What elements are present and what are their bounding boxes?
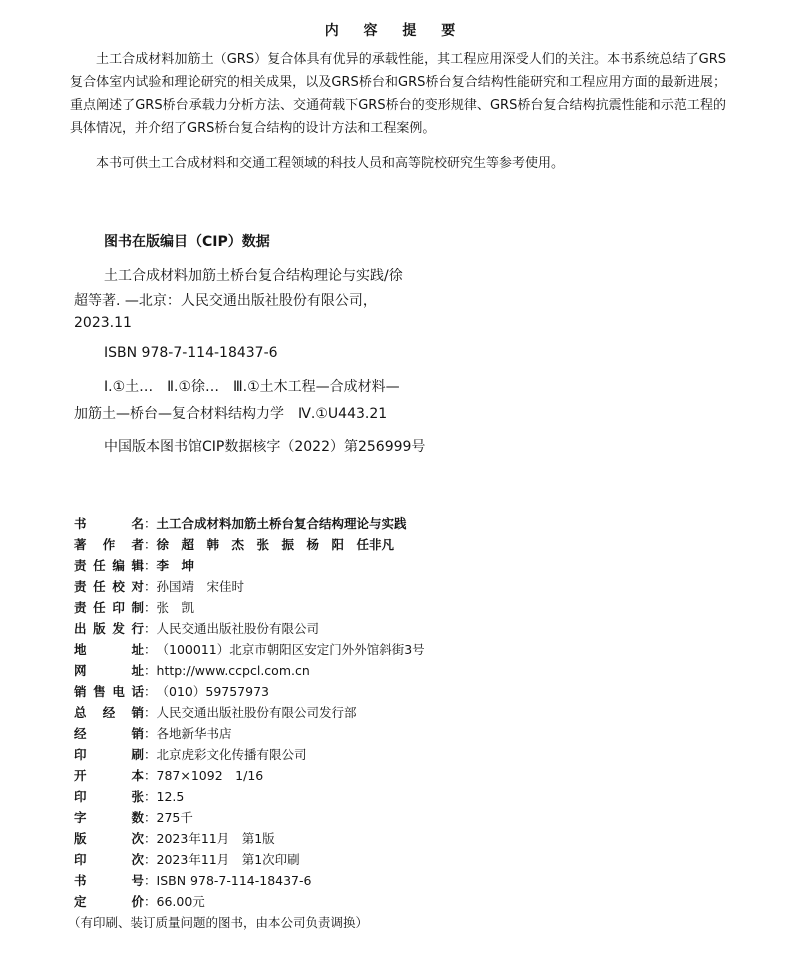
info-value: 12.5: [156, 789, 185, 804]
info-value: （010）59757973: [156, 684, 269, 699]
cip-line-3: 2023.11: [74, 315, 132, 331]
info-value: 2023年11月 第1版: [156, 831, 275, 846]
cip-heading: 图书在版编目（CIP）数据: [104, 234, 270, 250]
info-row-printer: 印刷：北京虎彩文化传播有限公司: [74, 744, 307, 765]
info-row-impression: 印次：2023年11月 第1次印刷: [74, 849, 300, 870]
info-value: ISBN 978-7-114-18437-6: [156, 873, 312, 888]
info-row-title: 书名：土工合成材料加筋土桥台复合结构理论与实践: [74, 513, 407, 534]
info-row-address: 地址：（100011）北京市朝阳区安定门外外馆斜街3号: [74, 639, 425, 660]
info-row-website: 网址：http://www.ccpcl.com.cn: [74, 660, 310, 681]
info-value: （100011）北京市朝阳区安定门外外馆斜街3号: [156, 642, 425, 657]
info-label: 责任印制: [74, 600, 144, 615]
info-value: 人民交通出版社股份有限公司: [156, 621, 320, 636]
info-row-price: 定价：66.00元: [74, 891, 205, 912]
info-label: 书号: [74, 873, 144, 888]
cip-line-2: 超等著. —北京：人民交通出版社股份有限公司，: [74, 293, 377, 309]
info-label: 总经销: [74, 705, 144, 720]
info-row-sales-phone: 销售电话：（010）59757973: [74, 681, 269, 702]
info-value: 北京虎彩文化传播有限公司: [156, 747, 307, 762]
summary-paragraph-2: 本书可供土工合成材料和交通工程领域的科技人员和高等院校研究生等参考使用。: [96, 156, 565, 171]
info-value: 各地新华书店: [156, 726, 232, 741]
info-row-authors: 著作者：徐 超 韩 杰 张 振 杨 阳 任非凡: [74, 534, 394, 555]
info-row-format: 开本：787×1092 1/16: [74, 765, 263, 786]
info-label: 出版发行: [74, 621, 144, 636]
cip-line-5: Ⅰ.①土… Ⅱ.①徐… Ⅲ.①土木工程—合成材料—: [104, 379, 400, 395]
info-value: 275千: [156, 810, 193, 825]
info-value: 土工合成材料加筋土桥台复合结构理论与实践: [156, 516, 407, 531]
info-value: 2023年11月 第1次印刷: [156, 852, 300, 867]
info-label: 著作者: [74, 537, 144, 552]
info-label: 印张: [74, 789, 144, 804]
info-value: 孙国靖 宋佳时: [156, 579, 245, 594]
info-label: 开本: [74, 768, 144, 783]
info-label: 版次: [74, 831, 144, 846]
info-label: 责任编辑: [74, 558, 144, 573]
info-row-publisher: 出版发行：人民交通出版社股份有限公司: [74, 618, 319, 639]
info-value: 徐 超 韩 杰 张 振 杨 阳 任非凡: [156, 537, 395, 552]
info-value: 张 凯: [156, 600, 195, 615]
info-row-printing-supervisor: 责任印制：张 凯: [74, 597, 194, 618]
summary-title: 内 容 提 要: [324, 23, 466, 39]
info-label: 责任校对: [74, 579, 144, 594]
info-row-retailer: 经销：各地新华书店: [74, 723, 232, 744]
info-value: 人民交通出版社股份有限公司发行部: [156, 705, 357, 720]
info-row-isbn: 书号：ISBN 978-7-114-18437-6: [74, 870, 311, 891]
info-row-edition: 版次：2023年11月 第1版: [74, 828, 275, 849]
info-row-distributor: 总经销：人民交通出版社股份有限公司发行部: [74, 702, 357, 723]
info-label: 印次: [74, 852, 144, 867]
cip-isbn: ISBN 978-7-114-18437-6: [104, 345, 278, 361]
info-value: 李 坤: [156, 558, 195, 573]
info-label: 字数: [74, 810, 144, 825]
info-value: http://www.ccpcl.com.cn: [156, 663, 310, 678]
info-label: 地址: [74, 642, 144, 657]
info-value: 66.00元: [156, 894, 205, 909]
info-label: 经销: [74, 726, 144, 741]
info-label: 印刷: [74, 747, 144, 762]
info-label: 网址: [74, 663, 144, 678]
info-row-proofreader: 责任校对：孙国靖 宋佳时: [74, 576, 244, 597]
info-label: 销售电话: [74, 684, 144, 699]
summary-paragraph-1: 土工合成材料加筋土（GRS）复合体具有优异的承载性能，其工程应用深受人们的关注。本书系统总结了GRS复合体室内试验和理论研究的相关成果，以及GRS桥台和GRS桥台复合结构性能研究和工程应用方面的最新进展；重点阐述了GRS桥台承载力分析方法、交通荷载下GRS桥台的变形规律、GRS桥台复合结构抗震性能和示范工程的具体情况，并介绍了GRS桥台复合结构的设计方法和工程案例。: [70, 52, 726, 136]
footer-note: （有印刷、装订质量问题的图书，由本公司负责调换）: [68, 915, 369, 930]
info-label: 定价: [74, 894, 144, 909]
cip-line-7: 中国版本图书馆CIP数据核字（2022）第256999号: [104, 439, 426, 455]
cip-line-6: 加筋土—桥台—复合材料结构力学 Ⅳ.①U443.21: [74, 406, 388, 422]
info-row-word-count: 字数：275千: [74, 807, 193, 828]
info-row-sheets: 印张：12.5: [74, 786, 184, 807]
info-label: 书名: [74, 516, 144, 531]
info-value: 787×1092 1/16: [156, 768, 264, 783]
cip-line-1: 土工合成材料加筋土桥台复合结构理论与实践/徐: [104, 268, 403, 284]
info-row-editor: 责任编辑：李 坤: [74, 555, 194, 576]
